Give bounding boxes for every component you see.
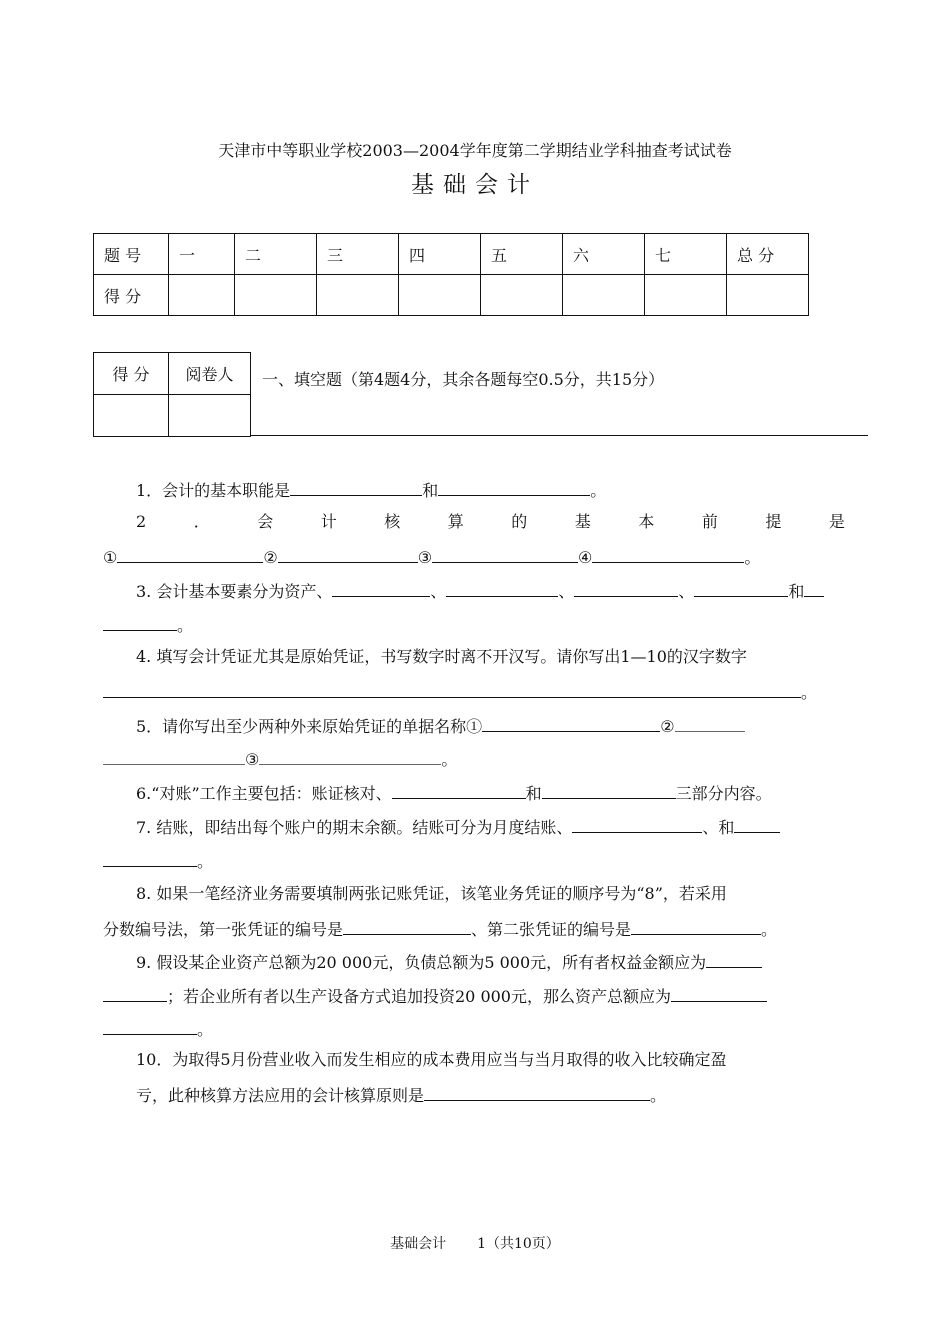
score-header-cell: 四 <box>399 234 481 275</box>
q5-end: 。 <box>441 750 458 769</box>
q2-marker-4: ④ <box>578 548 593 567</box>
q2-char: 计 <box>320 512 337 531</box>
question-5-line-2 <box>103 748 848 770</box>
q5-blank-2-cont[interactable] <box>103 748 245 765</box>
q1-blank-1[interactable] <box>290 479 422 496</box>
q3-blank-2[interactable] <box>446 580 558 597</box>
page-footer <box>0 1233 950 1253</box>
q2-char: 2 <box>136 512 147 531</box>
q7-blank-1[interactable] <box>572 816 702 833</box>
q9-blank-1[interactable] <box>706 951 762 968</box>
section-title: 一、填空题（第4题4分，其余各题每空0.5分，共15分） <box>262 370 665 389</box>
q3-sep: 、 <box>678 582 695 601</box>
q1-blank-2[interactable] <box>438 479 590 496</box>
q7-text-and: 、和 <box>702 818 735 837</box>
grader-name-cell[interactable] <box>169 395 251 437</box>
q3-sep: 、 <box>430 582 447 601</box>
question-8-line-1: 8. 如果一笔经济业务需要填制两张记账凭证，该笔业务凭证的顺序号为“8”，若采用 <box>136 884 727 903</box>
q2-blank-1[interactable] <box>117 546 263 563</box>
score-cell[interactable] <box>399 275 481 316</box>
q2-char: 核 <box>384 512 401 531</box>
question-3-line-2 <box>103 614 848 636</box>
score-header-cell: 三 <box>317 234 399 275</box>
score-cell[interactable] <box>235 275 317 316</box>
q5-marker-3: ③ <box>245 750 260 769</box>
score-cell[interactable] <box>481 275 563 316</box>
question-7-line-2 <box>103 850 848 872</box>
q8-blank-2[interactable] <box>631 918 761 935</box>
grader-name-label: 阅卷人 <box>169 353 251 395</box>
section-divider <box>250 435 868 436</box>
q1-text-and: 和 <box>422 481 439 500</box>
score-header-cell: 题 号 <box>94 234 169 275</box>
q3-end: 。 <box>177 616 194 635</box>
q2-marker-1: ① <box>103 548 118 567</box>
q2-blank-3[interactable] <box>432 546 578 563</box>
q5-marker-2: ② <box>660 717 675 736</box>
question-9-line-3 <box>103 1018 848 1040</box>
question-2-line-2 <box>103 546 848 568</box>
q3-sep: 和 <box>788 582 805 601</box>
q2-char: 提 <box>765 512 782 531</box>
q9-text: 9. 假设某企业资产总额为20 000元，负债总额为5 000元，所有者权益金额应为 <box>136 953 707 972</box>
q8-end: 。 <box>761 920 778 939</box>
q3-blank-1[interactable] <box>332 580 430 597</box>
q6-blank-2[interactable] <box>542 782 676 799</box>
exam-header: 天津市中等职业学校2003—2004学年度第二学期结业学科抽查考试试卷 <box>218 141 732 160</box>
q2-marker-3: ③ <box>417 548 433 567</box>
question-2-line-1 <box>136 512 845 532</box>
q2-char: 前 <box>701 512 718 531</box>
q5-blank-3[interactable] <box>259 748 441 765</box>
question-9-line-1 <box>136 951 881 973</box>
q9-blank-1-cont[interactable] <box>103 985 167 1002</box>
q4-end: 。 <box>801 683 818 702</box>
q8-text: 分数编号法，第一张凭证的编号是 <box>103 920 344 939</box>
q2-char: 的 <box>511 512 528 531</box>
q3-blank-5[interactable] <box>804 580 824 597</box>
question-6 <box>136 782 881 804</box>
subject-title: 基础会计 <box>411 172 539 198</box>
question-5-line-1 <box>136 715 881 737</box>
score-cell[interactable] <box>645 275 727 316</box>
score-header-cell: 总 分 <box>727 234 809 275</box>
q3-text: 3. 会计基本要素分为资产、 <box>136 582 333 601</box>
q7-blank-2-cont[interactable] <box>103 850 197 867</box>
score-table-header-row <box>94 234 809 275</box>
q10-text: 亏，此种核算方法应用的会计核算原则是 <box>136 1086 425 1105</box>
question-9-line-2 <box>103 985 848 1007</box>
q2-char: 会 <box>257 512 274 531</box>
q4-blank[interactable] <box>103 681 801 698</box>
question-10-line-1: 10．为取得5月份营业收入而发生相应的成本费用应当与当月取得的收入比较确定盈 <box>136 1050 727 1069</box>
score-table <box>93 233 809 316</box>
q1-text: 1．会计的基本职能是 <box>136 481 291 500</box>
score-cell[interactable] <box>169 275 235 316</box>
q3-blank-4[interactable] <box>694 580 788 597</box>
q6-text-and: 和 <box>525 784 542 803</box>
score-header-cell: 七 <box>645 234 727 275</box>
q2-char: 基 <box>574 512 591 531</box>
q8-blank-1[interactable] <box>343 918 471 935</box>
q3-blank-5-cont[interactable] <box>103 614 177 631</box>
q5-blank-1[interactable] <box>482 715 660 732</box>
q9-blank-2[interactable] <box>671 985 767 1002</box>
score-header-cell: 二 <box>235 234 317 275</box>
q10-end: 。 <box>650 1086 667 1105</box>
grader-table <box>93 352 251 437</box>
q2-char: 是 <box>828 512 845 531</box>
question-8-line-2 <box>103 918 848 940</box>
q9-blank-2-cont[interactable] <box>103 1018 197 1035</box>
grader-score-label: 得 分 <box>94 353 169 395</box>
q9-end: 。 <box>197 1020 214 1039</box>
q2-char: 算 <box>447 512 464 531</box>
question-4-line-1: 4. 填写会计凭证尤其是原始凭证，书写数字时离不开汉写。请你写出1—10的汉字数字 <box>136 647 747 666</box>
score-header-cell: 五 <box>481 234 563 275</box>
score-cell[interactable] <box>563 275 645 316</box>
q7-text: 7. 结账，即结出每个账户的期末余额。结账可分为月度结账、 <box>136 818 573 837</box>
q5-text: 5．请你写出至少两种外来原始凭证的单据名称① <box>136 717 483 736</box>
score-row-label: 得 分 <box>94 275 169 316</box>
footer-subject: 基础会计 <box>390 1236 447 1252</box>
q8-text-2: 、第二张凭证的编号是 <box>471 920 632 939</box>
q9-text-2: ；若企业所有者以生产设备方式追加投资20 000元，那么资产总额应为 <box>167 987 671 1006</box>
question-7-line-1 <box>136 816 881 838</box>
question-3-line-1 <box>136 580 881 602</box>
q2-blank-4[interactable] <box>592 546 744 563</box>
q2-end: 。 <box>744 548 761 567</box>
q6-end: 三部分内容。 <box>675 784 772 803</box>
grader-score-cell[interactable] <box>94 395 169 437</box>
q3-sep: 、 <box>558 582 575 601</box>
q6-text: 6.“对账”工作主要包括：账证核对、 <box>136 784 392 803</box>
q3-blank-3[interactable] <box>574 580 678 597</box>
q2-blank-2[interactable] <box>278 546 418 563</box>
question-10-line-2 <box>136 1084 881 1106</box>
question-4-line-2 <box>103 681 848 703</box>
score-header-cell: 一 <box>169 234 235 275</box>
q2-char: 本 <box>638 512 655 531</box>
score-cell[interactable] <box>727 275 809 316</box>
q5-blank-2[interactable] <box>675 715 745 732</box>
question-1 <box>136 479 881 501</box>
score-cell[interactable] <box>317 275 399 316</box>
q1-end: 。 <box>590 481 607 500</box>
score-header-cell: 六 <box>563 234 645 275</box>
score-table-score-row <box>94 275 809 316</box>
q7-end: 。 <box>197 852 214 871</box>
q2-char: ． <box>193 512 210 531</box>
q6-blank-1[interactable] <box>392 782 526 799</box>
footer-page-number: 1（共10页） <box>477 1236 560 1252</box>
q7-blank-2[interactable] <box>734 816 780 833</box>
q10-blank[interactable] <box>424 1084 650 1101</box>
q2-marker-2: ② <box>263 548 278 567</box>
